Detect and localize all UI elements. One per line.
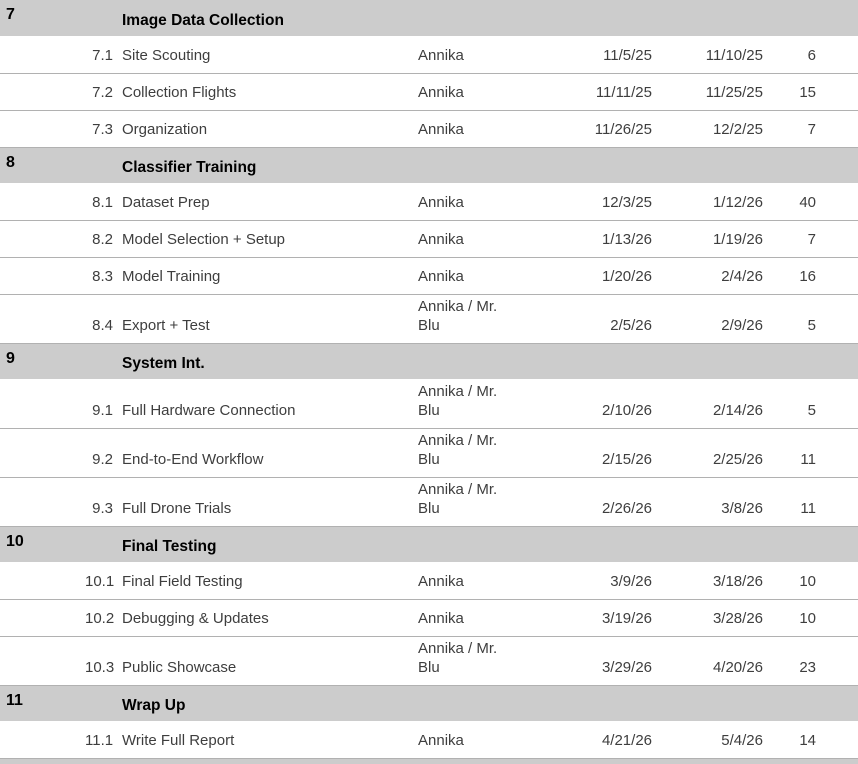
cell-task-name[interactable]: Site Scouting [117,36,413,73]
cell-empty [820,636,858,685]
cell-empty [0,721,85,758]
cell-end-date[interactable]: 2/25/26 [657,428,768,477]
cell-task-number[interactable]: 8.2 [85,220,117,257]
cell-empty [0,428,85,477]
cell-task-number[interactable]: 8.3 [85,257,117,294]
cell-task-owner[interactable]: Annika / Mr. Blu [413,636,533,685]
cell-task-number[interactable]: 7.2 [85,73,117,110]
cell-start-date[interactable]: 12/3/25 [533,183,657,220]
task-row [0,183,858,220]
cell-empty [820,379,858,428]
cell-task-number[interactable]: 8.4 [85,294,117,343]
cell-empty [820,599,858,636]
cell-empty [85,0,117,36]
cell-start-date[interactable]: 3/9/26 [533,562,657,599]
cell-task-number[interactable]: 8.1 [85,183,117,220]
task-row [0,294,858,343]
cell-days-count[interactable]: 40 [768,183,820,220]
cell-start-date[interactable]: 1/20/26 [533,257,657,294]
cell-start-date[interactable]: 11/11/25 [533,73,657,110]
task-row [0,257,858,294]
cell-empty [413,526,858,562]
cell-task-owner[interactable]: Annika [413,721,533,758]
cell-task-name[interactable]: Final Field Testing [117,562,413,599]
cell-days-count[interactable]: 5 [768,294,820,343]
cell-empty [820,562,858,599]
cell-end-date[interactable]: 3/18/26 [657,562,768,599]
cell-task-name[interactable]: Model Selection + Setup [117,220,413,257]
cell-task-owner[interactable]: Annika [413,183,533,220]
cell-empty [413,343,858,379]
cell-task-owner[interactable]: Annika [413,257,533,294]
cell-task-name[interactable]: Full Hardware Connection [117,379,413,428]
task-row [0,220,858,257]
cell-start-date[interactable]: 1/13/26 [533,220,657,257]
section-header-row [0,147,858,183]
cell-section-number[interactable]: 10 [6,532,24,550]
cell-task-name[interactable]: Write Full Report [117,721,413,758]
cell-task-name[interactable]: Collection Flights [117,73,413,110]
cell-start-date[interactable]: 2/5/26 [533,294,657,343]
cell-empty [820,477,858,526]
cell-empty [820,36,858,73]
cell-end-date[interactable]: 11/25/25 [657,73,768,110]
cell-empty [413,685,858,721]
cell-task-name[interactable]: Export + Test [117,294,413,343]
cell-empty [85,343,117,379]
cell-task-number[interactable]: 7.1 [85,36,117,73]
cell-empty [0,562,85,599]
cell-empty [820,257,858,294]
cell-empty [820,73,858,110]
cell-days-count[interactable]: 14 [768,721,820,758]
next-section-row-partial [0,758,858,764]
cell-days-count[interactable]: 7 [768,220,820,257]
cell-empty [0,220,85,257]
cell-start-date[interactable]: 2/26/26 [533,477,657,526]
task-row [0,477,858,526]
cell-empty [0,599,85,636]
cell-end-date[interactable]: 2/9/26 [657,294,768,343]
section-header-row [0,685,858,721]
cell-task-number[interactable]: 9.3 [85,477,117,526]
cell-empty [0,758,858,764]
cell-empty [820,183,858,220]
cell-days-count[interactable]: 10 [768,599,820,636]
cell-empty [0,36,85,73]
cell-end-date[interactable]: 2/14/26 [657,379,768,428]
cell-task-owner[interactable]: Annika / Mr. Blu [413,379,533,428]
cell-section-number[interactable]: 8 [6,153,15,171]
cell-section-number[interactable]: 11 [6,691,23,709]
cell-start-date[interactable]: 3/29/26 [533,636,657,685]
cell-empty [85,147,117,183]
cell-section-title[interactable]: Image Data Collection [122,12,284,29]
task-row [0,636,858,685]
cell-days-count[interactable]: 11 [768,477,820,526]
task-row [0,428,858,477]
cell-end-date[interactable]: 1/19/26 [657,220,768,257]
cell-empty [820,428,858,477]
cell-task-name[interactable]: Public Showcase [117,636,413,685]
cell-task-owner[interactable]: Annika [413,562,533,599]
cell-empty [820,721,858,758]
cell-empty [0,183,85,220]
cell-section-number[interactable]: 9 [6,349,15,367]
task-row [0,36,858,73]
cell-start-date[interactable]: 4/21/26 [533,721,657,758]
cell-empty [820,220,858,257]
cell-start-date[interactable]: 2/10/26 [533,379,657,428]
cell-days-count[interactable]: 6 [768,36,820,73]
cell-empty [820,294,858,343]
cell-days-count[interactable]: 16 [768,257,820,294]
cell-task-name[interactable]: Dataset Prep [117,183,413,220]
section-header-row [0,526,858,562]
cell-empty [413,147,858,183]
cell-task-name[interactable]: End-to-End Workflow [117,428,413,477]
task-row [0,599,858,636]
cell-empty [0,73,85,110]
cell-task-owner[interactable]: Annika [413,220,533,257]
cell-task-number[interactable]: 10.3 [85,636,117,685]
task-row [0,379,858,428]
cell-empty [0,257,85,294]
cell-task-name[interactable]: Full Drone Trials [117,477,413,526]
task-row [0,110,858,147]
cell-end-date[interactable]: 12/2/25 [657,110,768,147]
cell-section-number[interactable]: 7 [6,6,15,23]
cell-empty [820,110,858,147]
cell-task-number[interactable]: 10.2 [85,599,117,636]
cell-end-date[interactable]: 2/4/26 [657,257,768,294]
cell-task-number[interactable]: 11.1 [85,721,117,758]
cell-task-number[interactable]: 9.1 [85,379,117,428]
cell-task-owner[interactable]: Annika [413,73,533,110]
cell-days-count[interactable]: 7 [768,110,820,147]
cell-days-count[interactable]: 10 [768,562,820,599]
task-row [0,562,858,599]
cell-section-title[interactable]: System Int. [122,355,205,372]
section-header-row [0,0,858,36]
cell-task-number[interactable]: 9.2 [85,428,117,477]
cell-task-owner[interactable]: Annika [413,110,533,147]
cell-task-owner[interactable]: Annika / Mr. Blu [413,477,533,526]
cell-task-owner[interactable]: Annika [413,599,533,636]
cell-empty [0,294,85,343]
cell-days-count[interactable]: 23 [768,636,820,685]
cell-empty [413,0,858,36]
cell-empty [85,685,117,721]
cell-end-date[interactable]: 3/28/26 [657,599,768,636]
cell-start-date[interactable]: 2/15/26 [533,428,657,477]
task-row [0,73,858,110]
cell-empty [0,379,85,428]
cell-section-title[interactable]: Classifier Training [122,159,257,176]
cell-task-name[interactable]: Model Training [117,257,413,294]
cell-section-title[interactable]: Final Testing [122,538,217,555]
cell-task-number[interactable]: 10.1 [85,562,117,599]
section-header-row [0,343,858,379]
cell-task-number[interactable]: 7.3 [85,110,117,147]
cell-task-name[interactable]: Organization [117,110,413,147]
cell-task-owner[interactable]: Annika / Mr. Blu [413,294,533,343]
cell-task-owner[interactable]: Annika [413,36,533,73]
cell-end-date[interactable]: 5/4/26 [657,721,768,758]
cell-empty [85,526,117,562]
cell-days-count[interactable]: 5 [768,379,820,428]
cell-empty [0,636,85,685]
cell-days-count[interactable]: 15 [768,73,820,110]
cell-empty [0,110,85,147]
cell-end-date[interactable]: 11/10/25 [657,36,768,73]
cell-task-name[interactable]: Debugging & Updates [117,599,413,636]
cell-start-date[interactable]: 3/19/26 [533,599,657,636]
cell-end-date[interactable]: 1/12/26 [657,183,768,220]
cell-section-title[interactable]: Wrap Up [122,697,186,714]
cell-empty [0,477,85,526]
cell-start-date[interactable]: 11/26/25 [533,110,657,147]
cell-days-count[interactable]: 11 [768,428,820,477]
cell-task-owner[interactable]: Annika / Mr. Blu [413,428,533,477]
cell-end-date[interactable]: 3/8/26 [657,477,768,526]
cell-end-date[interactable]: 4/20/26 [657,636,768,685]
task-row [0,721,858,758]
cell-start-date[interactable]: 11/5/25 [533,36,657,73]
